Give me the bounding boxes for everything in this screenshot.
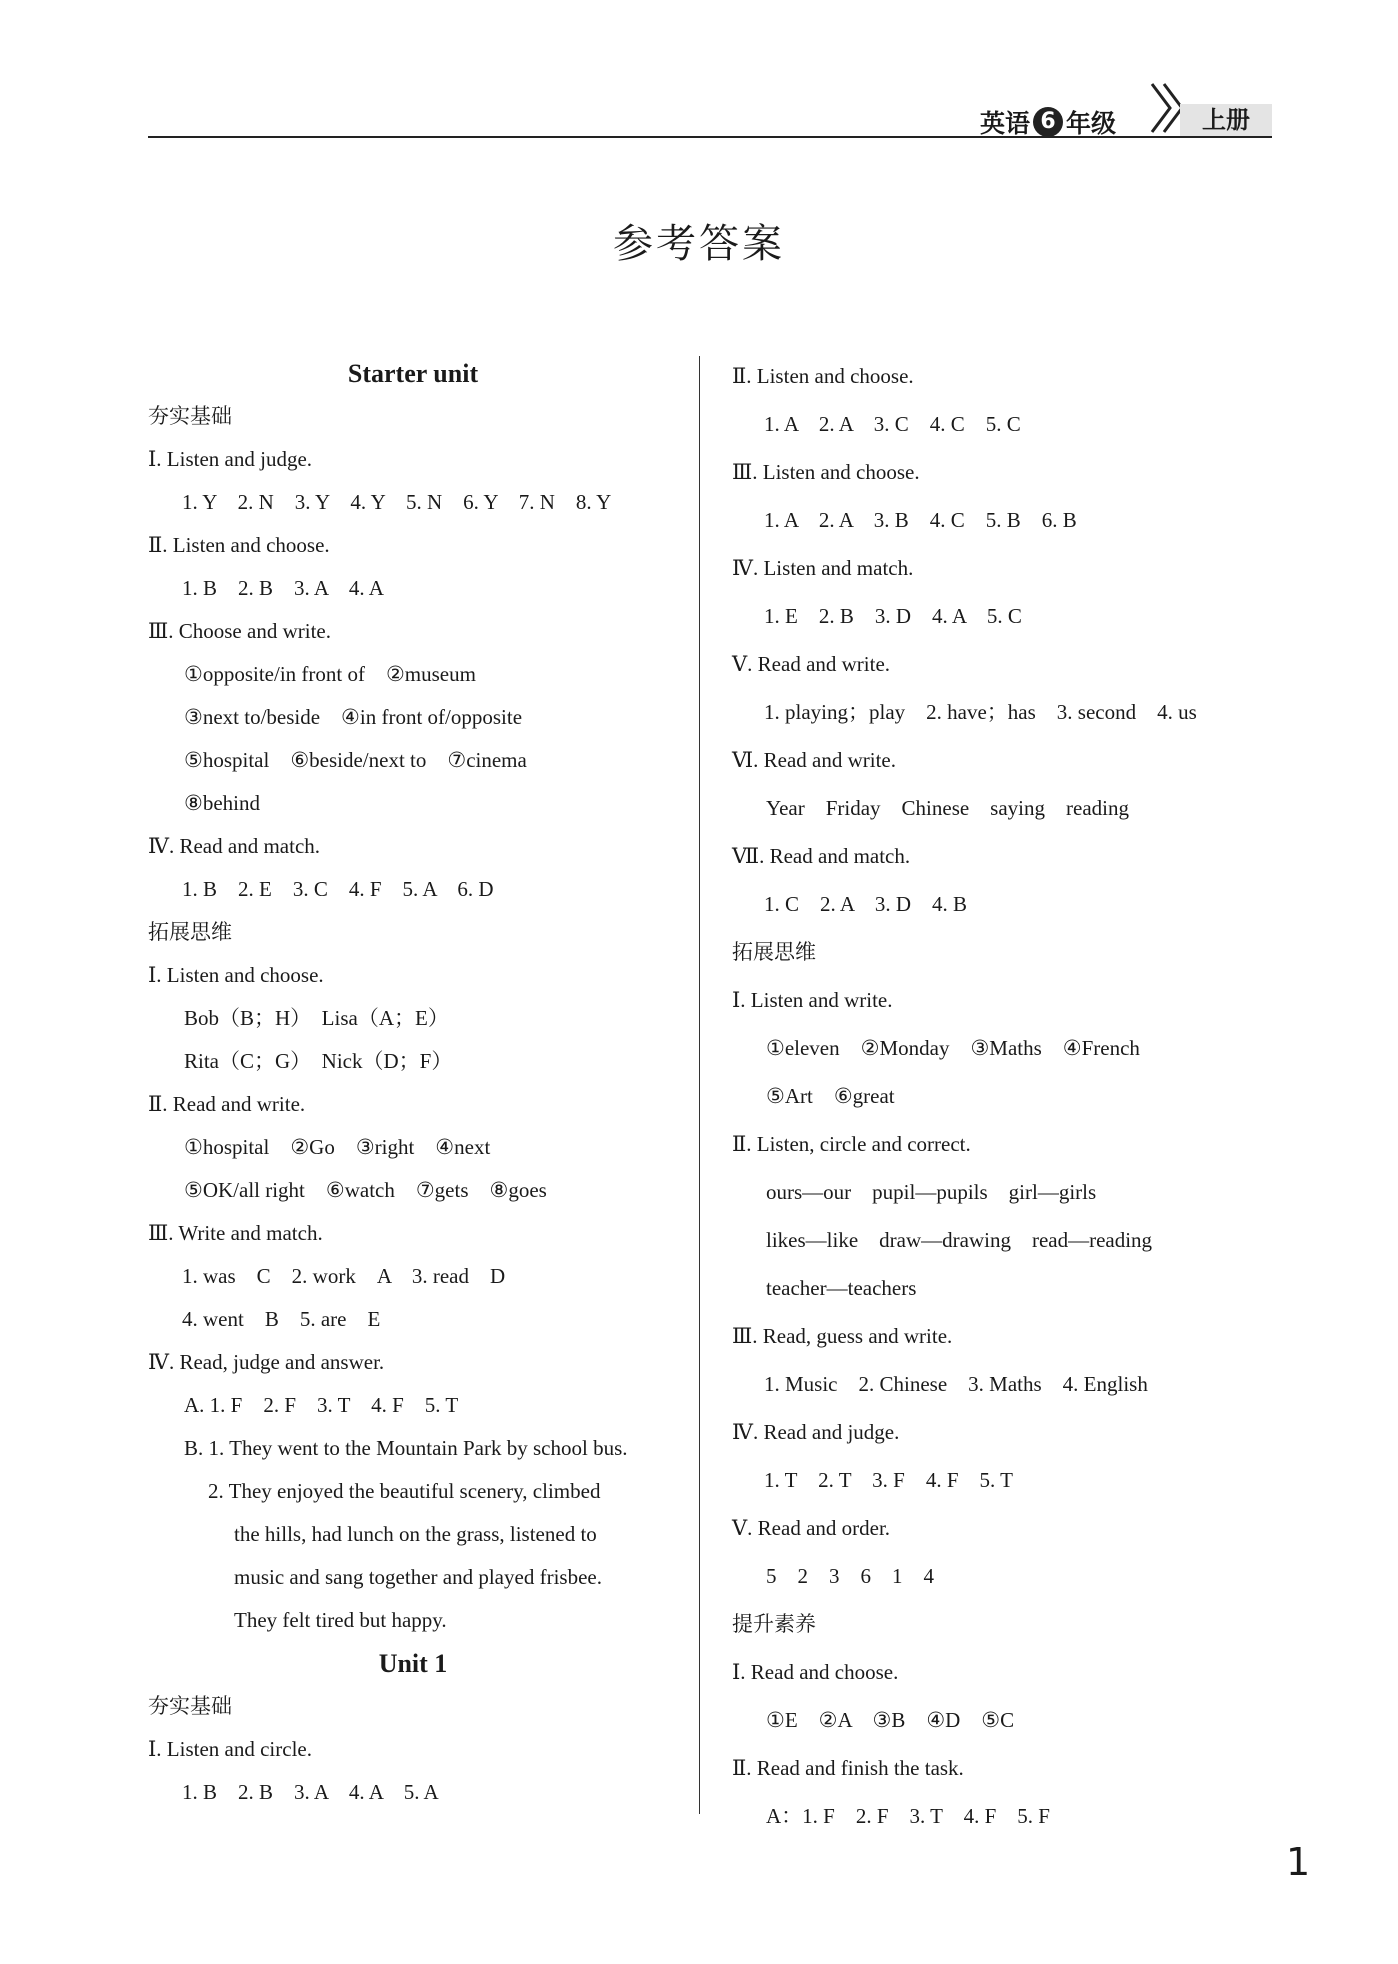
question-title: Ⅰ. Listen and choose. xyxy=(148,963,324,987)
answer-line: ⑤OK/all right ⑥watch ⑦gets ⑧goes xyxy=(184,1178,547,1202)
section-heading: 夯实基础 xyxy=(148,404,232,428)
question-title: Ⅲ. Write and match. xyxy=(148,1221,323,1245)
question-title: Ⅴ. Read and order. xyxy=(732,1516,891,1540)
question-title: Ⅱ. Listen, circle and correct. xyxy=(732,1132,971,1156)
question-title: Ⅳ. Read and match. xyxy=(148,834,321,858)
left-column xyxy=(148,352,678,1814)
question-title: Ⅳ. Read and judge. xyxy=(732,1420,900,1444)
question-title: Ⅰ. Listen and judge. xyxy=(148,447,313,471)
answer-line: ⑤hospital ⑥beside/next to ⑦cinema xyxy=(184,748,527,772)
answer-line: the hills, had lunch on the grass, listened to xyxy=(234,1522,597,1546)
answer-line: 1. T 2. T 3. F 4. F 5. T xyxy=(764,1468,1013,1492)
answer-line: 1. A 2. A 3. B 4. C 5. B 6. B xyxy=(764,508,1077,532)
section-heading: 夯实基础 xyxy=(148,1694,232,1718)
question-title: Ⅰ. Listen and write. xyxy=(732,988,893,1012)
answer-line: 1. B 2. E 3. C 4. F 5. A 6. D xyxy=(182,877,494,901)
answer-line: 1. E 2. B 3. D 4. A 5. C xyxy=(764,604,1022,628)
header-subject: 英语 xyxy=(980,109,1031,138)
answer-line: ③next to/beside ④in front of/opposite xyxy=(184,705,523,729)
answer-line: 1. B 2. B 3. A 4. A xyxy=(182,576,384,600)
answer-line: ①E ②A ③B ④D ⑤C xyxy=(766,1708,1015,1732)
question-title: Ⅳ. Read, judge and answer. xyxy=(148,1350,385,1374)
grade-number-badge: 6 xyxy=(1033,107,1063,137)
answer-line: 4. went B 5. are E xyxy=(182,1307,381,1331)
question-title: Ⅰ. Read and choose. xyxy=(732,1660,899,1684)
right-column xyxy=(732,352,1292,1840)
question-title: Ⅲ. Listen and choose. xyxy=(732,460,920,484)
volume-tab: 上册 xyxy=(1180,104,1272,136)
column-divider xyxy=(699,356,700,1814)
unit-heading: Unit 1 xyxy=(378,1649,448,1678)
answer-line: ①opposite/in front of ②museum xyxy=(184,662,476,686)
question-title: Ⅲ. Choose and write. xyxy=(148,619,331,643)
answer-line: Rita（C；G） Nick（D；F） xyxy=(184,1049,453,1073)
answer-line: 1. was C 2. work A 3. read D xyxy=(182,1264,506,1288)
question-title: Ⅵ. Read and write. xyxy=(732,748,896,772)
answer-line: 2. They enjoyed the beautiful scenery, climbed xyxy=(208,1479,601,1503)
answer-line: They felt tired but happy. xyxy=(234,1608,447,1632)
answer-line: Bob（B；H） Lisa（A；E） xyxy=(184,1006,449,1030)
question-title: Ⅱ. Read and finish the task. xyxy=(732,1756,964,1780)
header-grade-label xyxy=(980,104,1116,140)
answer-line: Year Friday Chinese saying reading xyxy=(766,796,1129,820)
question-title: Ⅰ. Listen and circle. xyxy=(148,1737,312,1761)
answer-line: ours—our pupil—pupils girl—girls xyxy=(766,1180,1097,1204)
answer-line: ⑤Art ⑥great xyxy=(766,1084,895,1108)
answer-line: 1. A 2. A 3. C 4. C 5. C xyxy=(764,412,1021,436)
section-heading: 提升素养 xyxy=(732,1612,816,1636)
answer-line: teacher—teachers xyxy=(766,1276,917,1300)
answer-line: 1. C 2. A 3. D 4. B xyxy=(764,892,968,916)
question-title: Ⅱ. Read and write. xyxy=(148,1092,306,1116)
answer-line: ⑧behind xyxy=(184,791,260,815)
answer-line: A. 1. F 2. F 3. T 4. F 5. T xyxy=(184,1393,459,1417)
question-title: Ⅲ. Read, guess and write. xyxy=(732,1324,953,1348)
answer-line: B. 1. They went to the Mountain Park by school bus. xyxy=(184,1436,628,1460)
unit-heading: Starter unit xyxy=(347,359,479,388)
answer-line: 1. playing；play 2. have；has 3. second 4. us xyxy=(764,700,1197,724)
answer-line: ①eleven ②Monday ③Maths ④French xyxy=(766,1036,1140,1060)
question-title: Ⅳ. Listen and match. xyxy=(732,556,914,580)
page-title: 参考答案 xyxy=(613,221,785,267)
answer-line: 1. B 2. B 3. A 4. A 5. A xyxy=(182,1780,439,1804)
answer-line: 1. Y 2. N 3. Y 4. Y 5. N 6. Y 7. N 8. Y xyxy=(182,490,612,514)
header-grade-suffix: 年级 xyxy=(1066,109,1117,138)
page-number: 1 xyxy=(1286,1840,1311,1884)
answer-line: A：1. F 2. F 3. T 4. F 5. F xyxy=(766,1804,1050,1828)
question-title: Ⅱ. Listen and choose. xyxy=(732,364,914,388)
answer-line: music and sang together and played frisbee. xyxy=(234,1565,602,1589)
question-title: Ⅱ. Listen and choose. xyxy=(148,533,330,557)
answer-line: likes—like draw—drawing read—reading xyxy=(766,1228,1153,1252)
section-heading: 拓展思维 xyxy=(732,940,816,964)
answer-line: 1. Music 2. Chinese 3. Maths 4. English xyxy=(764,1372,1148,1396)
question-title: Ⅴ. Read and write. xyxy=(732,652,891,676)
question-title: Ⅶ. Read and match. xyxy=(732,844,911,868)
answer-line: 5 2 3 6 1 4 xyxy=(766,1564,934,1588)
section-heading: 拓展思维 xyxy=(148,920,232,944)
answer-line: ①hospital ②Go ③right ④next xyxy=(184,1135,491,1159)
